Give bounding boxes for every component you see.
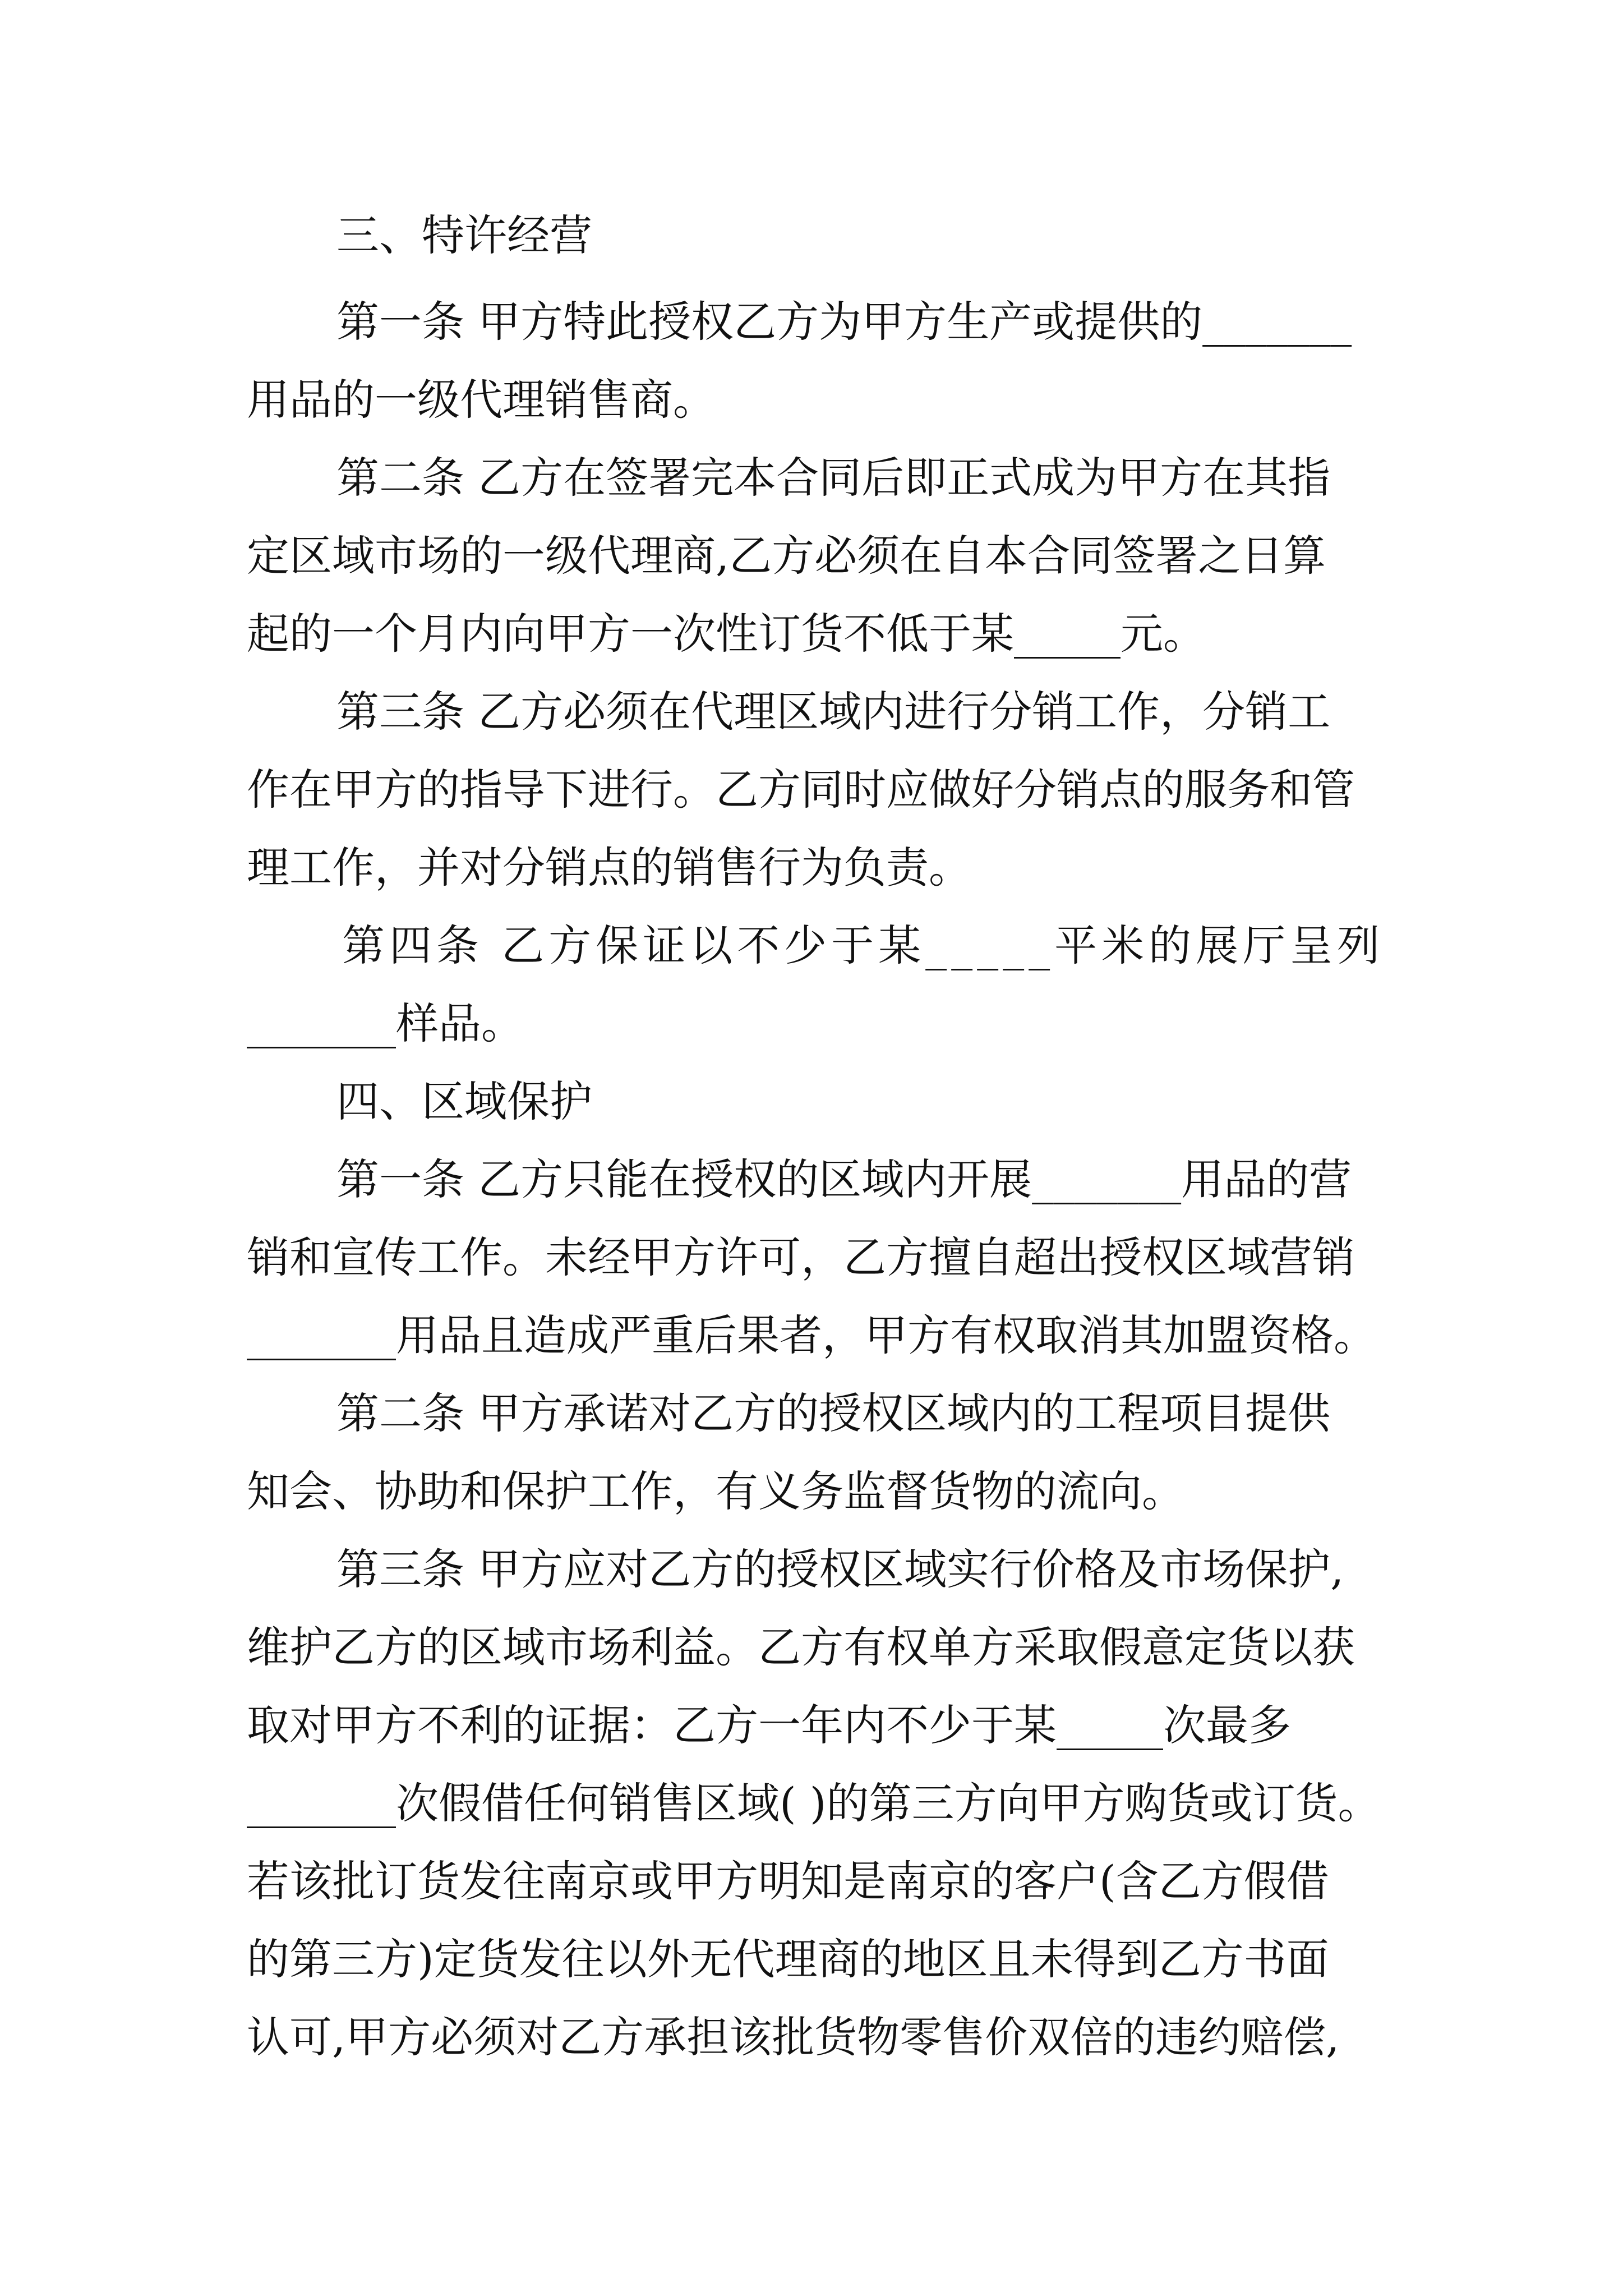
text-line: 维护乙方的区域市场利益。乙方有权单方采取假意定货以获 <box>247 1622 1355 1672</box>
text-line: 第四条 乙方保证以不少于某_____平米的展厅呈列 <box>342 921 1385 970</box>
text-line: _______次假借任何销售区域( )的第三方向甲方购货或订货。 <box>247 1778 1381 1828</box>
text-line: 理工作，并对分销点的销售行为负责。 <box>247 843 971 892</box>
text-line: 认可,甲方必须对乙方承担该批货物零售价双倍的违约赔偿, <box>247 2012 1340 2062</box>
text-line: 用品的一级代理销售商。 <box>247 375 716 425</box>
text-line: 取对甲方不利的证据：乙方一年内不少于某_____次最多 <box>247 1700 1291 1750</box>
section-heading: 三、特许经营 <box>336 210 592 260</box>
text-line: 第三条 甲方应对乙方的授权区域实行价格及市场保护, <box>336 1544 1344 1594</box>
text-line: 起的一个月内向甲方一次性订货不低于某_____元。 <box>247 609 1206 659</box>
text-line: 若该批订货发往南京或甲方明知是南京的客户(含乙方假借 <box>247 1856 1329 1906</box>
text-line: 第三条 乙方必须在代理区域内进行分销工作，分销工 <box>336 687 1331 737</box>
section-heading: 四、区域保护 <box>336 1076 592 1126</box>
text-line: 作在甲方的指导下进行。乙方同时应做好分销点的服务和管 <box>247 765 1355 815</box>
text-line: _______样品。 <box>247 999 524 1048</box>
text-line: 第一条 甲方特此授权乙方为甲方生产或提供的_______ <box>336 297 1352 347</box>
text-line: 第一条 乙方只能在授权的区域内开展_______用品的营 <box>336 1154 1352 1204</box>
text-line: 定区域市场的一级代理商,乙方必须在自本合同签署之日算 <box>247 531 1326 581</box>
text-line: 第二条 甲方承诺对乙方的授权区域内的工程项目提供 <box>336 1388 1331 1438</box>
text-line: 知会、协助和保护工作，有义务监督货物的流向。 <box>247 1466 1184 1516</box>
text-line: 的第三方)定货发往以外无代理商的地区且未得到乙方书面 <box>247 1934 1329 1984</box>
text-line: _______用品且造成严重后果者，甲方有权取消其加盟资格。 <box>247 1310 1376 1360</box>
text-line: 销和宣传工作。未经甲方许可，乙方擅自超出授权区域营销 <box>247 1232 1355 1282</box>
text-line: 第二条 乙方在签署完本合同后即正式成为甲方在其指 <box>336 453 1331 503</box>
